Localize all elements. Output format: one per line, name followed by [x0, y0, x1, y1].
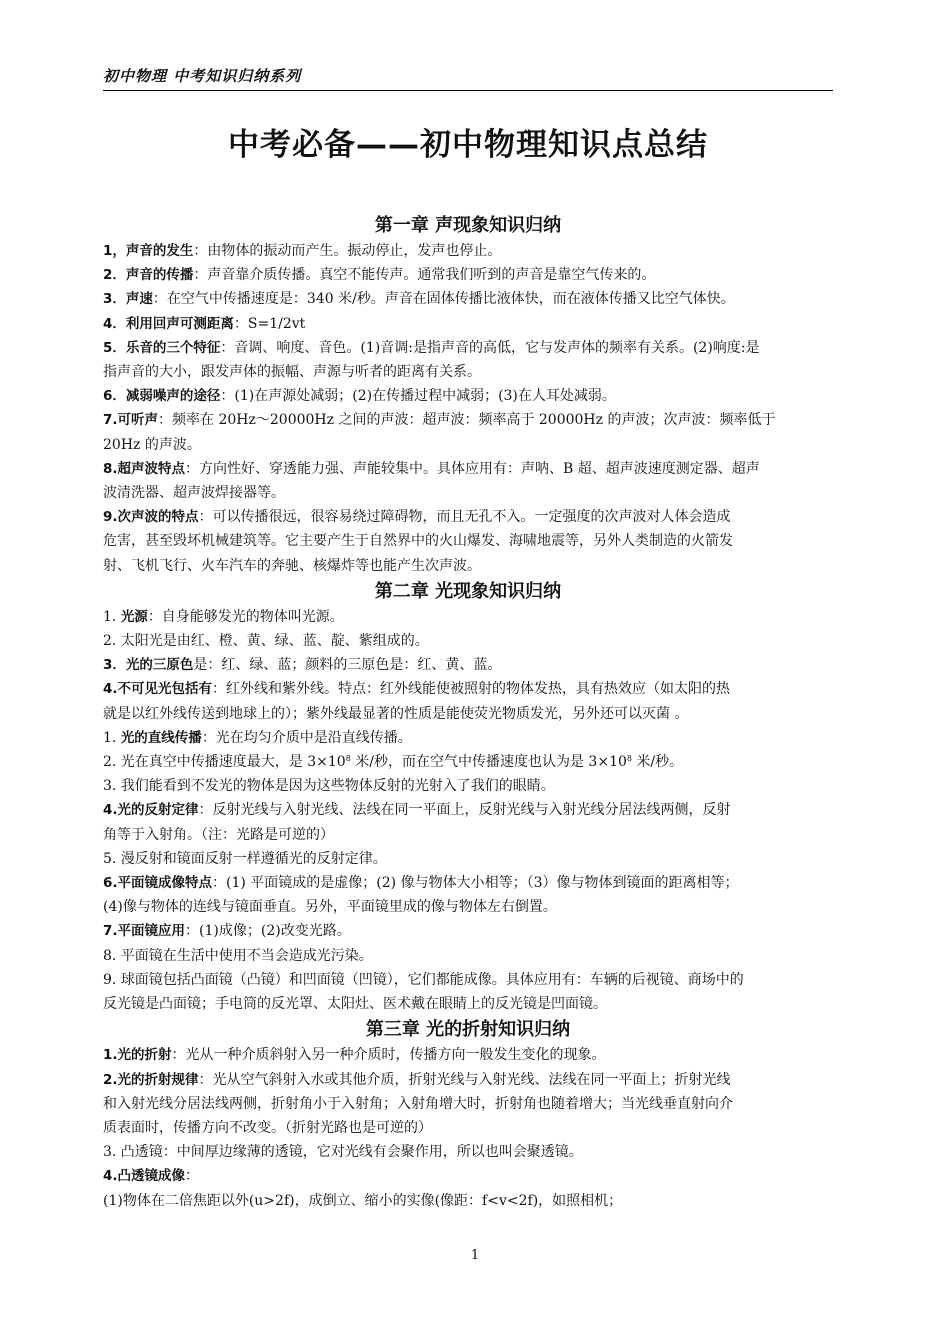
- paragraph-text: 米/秒。: [631, 754, 684, 771]
- term-label: 光的直线传播: [120, 729, 202, 746]
- term-label: 平面镜应用: [117, 923, 186, 940]
- paragraph-continuation: 危害，甚至毁坏机械建筑等。它主要产生于自然界中的火山爆发、海啸地震等，另外人类制造的火箭发: [103, 533, 733, 550]
- paragraph-text: ：(1) 平面镜成的是虚像；(2) 像与物体大小相等；（3）像与物体到镜面的距离相等；: [212, 875, 739, 892]
- term-label: 利用回声可测距离: [125, 315, 234, 332]
- paragraph-text: ：由物体的振动而产生。振动停止，发声也停止。: [193, 243, 502, 259]
- page-number: 1: [470, 1248, 480, 1263]
- paragraph-text: ：光从空气斜射入水或其他介质，折射光线与入射光线、法线在同一平面上；折射光线: [198, 1071, 731, 1088]
- term-label: 减弱噪声的途径: [125, 388, 221, 405]
- paragraph-continuation: 质表面时，传播方向不改变。（折射光路也是可逆的）: [103, 1119, 432, 1136]
- paragraph: [103, 871, 833, 895]
- paragraph-text: ：可以传播很远，很容易绕过障碍物，而且无孔不入。一定强度的次声波对人体会造成: [198, 509, 731, 526]
- item-number: 7.: [103, 923, 118, 940]
- paragraph-text: ：音调、响度、音色。(1)音调:是指声音的高低，它与发声体的频率有关系。(2)响度:是: [220, 339, 760, 356]
- paragraph-continuation: 射、飞机飞行、火车汽车的奔驰、核爆炸等也能产生次声波。: [103, 557, 481, 574]
- paragraph-text: ：方向性好、穿透能力强、声能较集中。具体应用有：声呐、B 超、超声波速度测定器、超声: [185, 460, 760, 477]
- term-label: 光的三原色: [125, 657, 194, 674]
- paragraph: [103, 384, 833, 408]
- item-number: 6．: [103, 388, 126, 405]
- paragraph: [103, 336, 833, 360]
- term-label: 可听声: [117, 412, 159, 429]
- item-number: 4.: [103, 802, 118, 819]
- superscript: 8: [626, 754, 632, 764]
- running-header: [103, 64, 833, 91]
- term-label: 凸透镜成像: [117, 1168, 186, 1185]
- paragraph-text: ：光从一种介质斜射入另一种介质时，传播方向一般发生变化的现象。: [171, 1047, 606, 1064]
- item-number: 2.: [103, 1071, 118, 1088]
- document-body: [103, 212, 833, 1213]
- paragraph: [103, 1043, 833, 1067]
- paragraph: [103, 919, 833, 943]
- item-number: 7.: [103, 412, 118, 429]
- paragraph-text: ：S=1/2vt: [233, 315, 306, 332]
- item-number: 9.: [103, 509, 118, 526]
- term-label: 声音的传播: [125, 267, 194, 284]
- paragraph-text: ：光在均匀介质中是沿直线传播。: [201, 729, 412, 746]
- paragraph-continuation: 指声音的大小，跟发声体的振幅、声源与听者的距离有关系。: [103, 364, 481, 381]
- paragraph-text: 米/秒，而在空气中传播速度也认为是 3×10: [350, 754, 627, 771]
- paragraph-text: ：: [185, 1168, 200, 1185]
- paragraph-continuation: 角等于入射角。（注：光路是可逆的）: [103, 826, 334, 843]
- chapter-3-title: 第三章 光的折射知识归纳: [365, 1019, 571, 1041]
- paragraph: [103, 653, 833, 677]
- paragraph: [103, 457, 833, 481]
- paragraph-text: ：频率在 20Hz～20000Hz 之间的声波：超声波：频率高于 20000Hz 的声波；次声波：频率低于: [158, 412, 776, 429]
- paragraph: 5. 漫反射和镜面反射一样遵循光的反射定律。: [103, 850, 387, 867]
- paragraph-continuation: 和入射光线分居法线两侧，折射角小于入射角；入射角增大时，折射角也随着增大；当光线垂直射向介: [103, 1095, 733, 1112]
- paragraph-text: ：在空气中传播速度是：340 米/秒。声音在固体传播比液体快，而在液体传播又比空气体快。: [152, 291, 735, 308]
- paragraph: [103, 287, 833, 311]
- term-label: 不可见光包括有: [117, 681, 213, 698]
- paragraph: [103, 1164, 833, 1188]
- paragraph: [103, 263, 833, 287]
- term-label: 光的反射定律: [117, 802, 199, 819]
- term-label: 光的折射: [117, 1047, 172, 1064]
- paragraph-continuation: 反光镜是凸面镜；手电筒的反光罩、太阳灶、医术戴在眼睛上的反光镜是凹面镜。: [103, 996, 607, 1013]
- paragraph: [103, 239, 833, 263]
- item-number: 8.: [103, 460, 118, 477]
- paragraph-continuation: 就是以红外线传送到地球上的）；紫外线最显著的性质是能使荧光物质发光，另外还可以灭菌 。: [103, 705, 689, 722]
- paragraph-text: ：反射光线与入射光线、法线在同一平面上，反射光线与入射光线分居法线两侧，反射: [198, 802, 731, 819]
- term-label: 平面镜成像特点: [117, 875, 213, 892]
- term-label: 声速: [125, 291, 153, 308]
- paragraph-text: ：(1)在声源处减弱；(2)在传播过程中减弱；(3)在人耳处减弱。: [220, 388, 616, 405]
- paragraph: [103, 605, 833, 629]
- paragraph: [103, 677, 833, 701]
- item-number: 1.: [103, 608, 121, 625]
- item-number: 4.: [103, 1168, 118, 1185]
- item-number: 4.: [103, 681, 118, 698]
- paragraph: [103, 505, 833, 529]
- item-number: 6.: [103, 875, 118, 892]
- paragraph: [103, 1068, 833, 1092]
- term-label: 乐音的三个特征: [125, 339, 221, 356]
- paragraph-text: ：(1)成像；(2)改变光路。: [185, 923, 351, 940]
- document-title: 中考必备——初中物理知识点总结: [228, 127, 708, 163]
- term-label: 光的折射规律: [117, 1071, 199, 1088]
- paragraph-continuation: (4)像与物体的连线与镜面垂直。另外，平面镜里成的像与物体左右倒置。: [103, 899, 557, 916]
- paragraph-text: 是：红、绿、蓝；颜料的三原色是：红、黄、蓝。: [193, 657, 502, 674]
- item-number: 2．: [103, 267, 126, 284]
- item-number: 3．: [103, 291, 126, 308]
- term-label: 超声波特点: [117, 460, 186, 477]
- term-label: 次声波的特点: [117, 509, 199, 526]
- item-number: 1，: [103, 243, 126, 259]
- paragraph: [103, 750, 833, 774]
- paragraph: 8. 平面镜在生活中使用不当会造成光污染。: [103, 947, 373, 964]
- paragraph: 3. 凸透镜：中间厚边缘薄的透镜，它对光线有会聚作用，所以也叫会聚透镜。: [103, 1144, 583, 1161]
- paragraph: [103, 408, 833, 432]
- item-number: 3．: [103, 657, 126, 674]
- chapter-2-title: 第二章 光现象知识归纳: [374, 580, 562, 602]
- chapter-1-title: 第一章 声现象知识归纳: [374, 215, 562, 236]
- paragraph-text: ：自身能够发光的物体叫光源。: [147, 608, 344, 625]
- paragraph-continuation: 波清洗器、超声波焊接器等。: [103, 485, 285, 502]
- item-number: 1.: [103, 1047, 118, 1064]
- term-label: 光源: [120, 608, 148, 625]
- paragraph: 9. 球面镜包括凸面镜（凸镜）和凹面镜（凹镜），它们都能成像。具体应用有：车辆的后视镜、商场中的: [103, 971, 744, 988]
- paragraph: [103, 726, 833, 750]
- paragraph-continuation: 20Hz 的声波。: [103, 436, 201, 453]
- header-text: 初中物理 中考知识归纳系列: [103, 67, 302, 85]
- paragraph: 2. 太阳光是由红、橙、黄、绿、蓝、靛、紫组成的。: [103, 633, 429, 650]
- paragraph: [103, 312, 833, 336]
- paragraph-text: ：声音靠介质传播。真空不能传声。通常我们听到的声音是靠空气传来的。: [193, 267, 656, 284]
- paragraph-text: 2. 光在真空中传播速度最大，是 3×10: [103, 754, 346, 771]
- item-number: 5．: [103, 339, 126, 356]
- term-label: 声音的发生: [125, 243, 194, 259]
- superscript: 8: [345, 754, 351, 764]
- item-number: 4．: [103, 315, 126, 332]
- paragraph: [103, 798, 833, 822]
- paragraph: (1)物体在二倍焦距以外(u>2f)，成倒立、缩小的实像(像距：f<v<2f)，如照相机；: [103, 1192, 623, 1209]
- paragraph-text: ：红外线和紫外线。特点：红外线能使被照射的物体发热，具有热效应（如太阳的热: [212, 681, 731, 698]
- item-number: 1.: [103, 729, 121, 746]
- paragraph: 3. 我们能看到不发光的物体是因为这些物体反射的光射入了我们的眼睛。: [103, 778, 555, 795]
